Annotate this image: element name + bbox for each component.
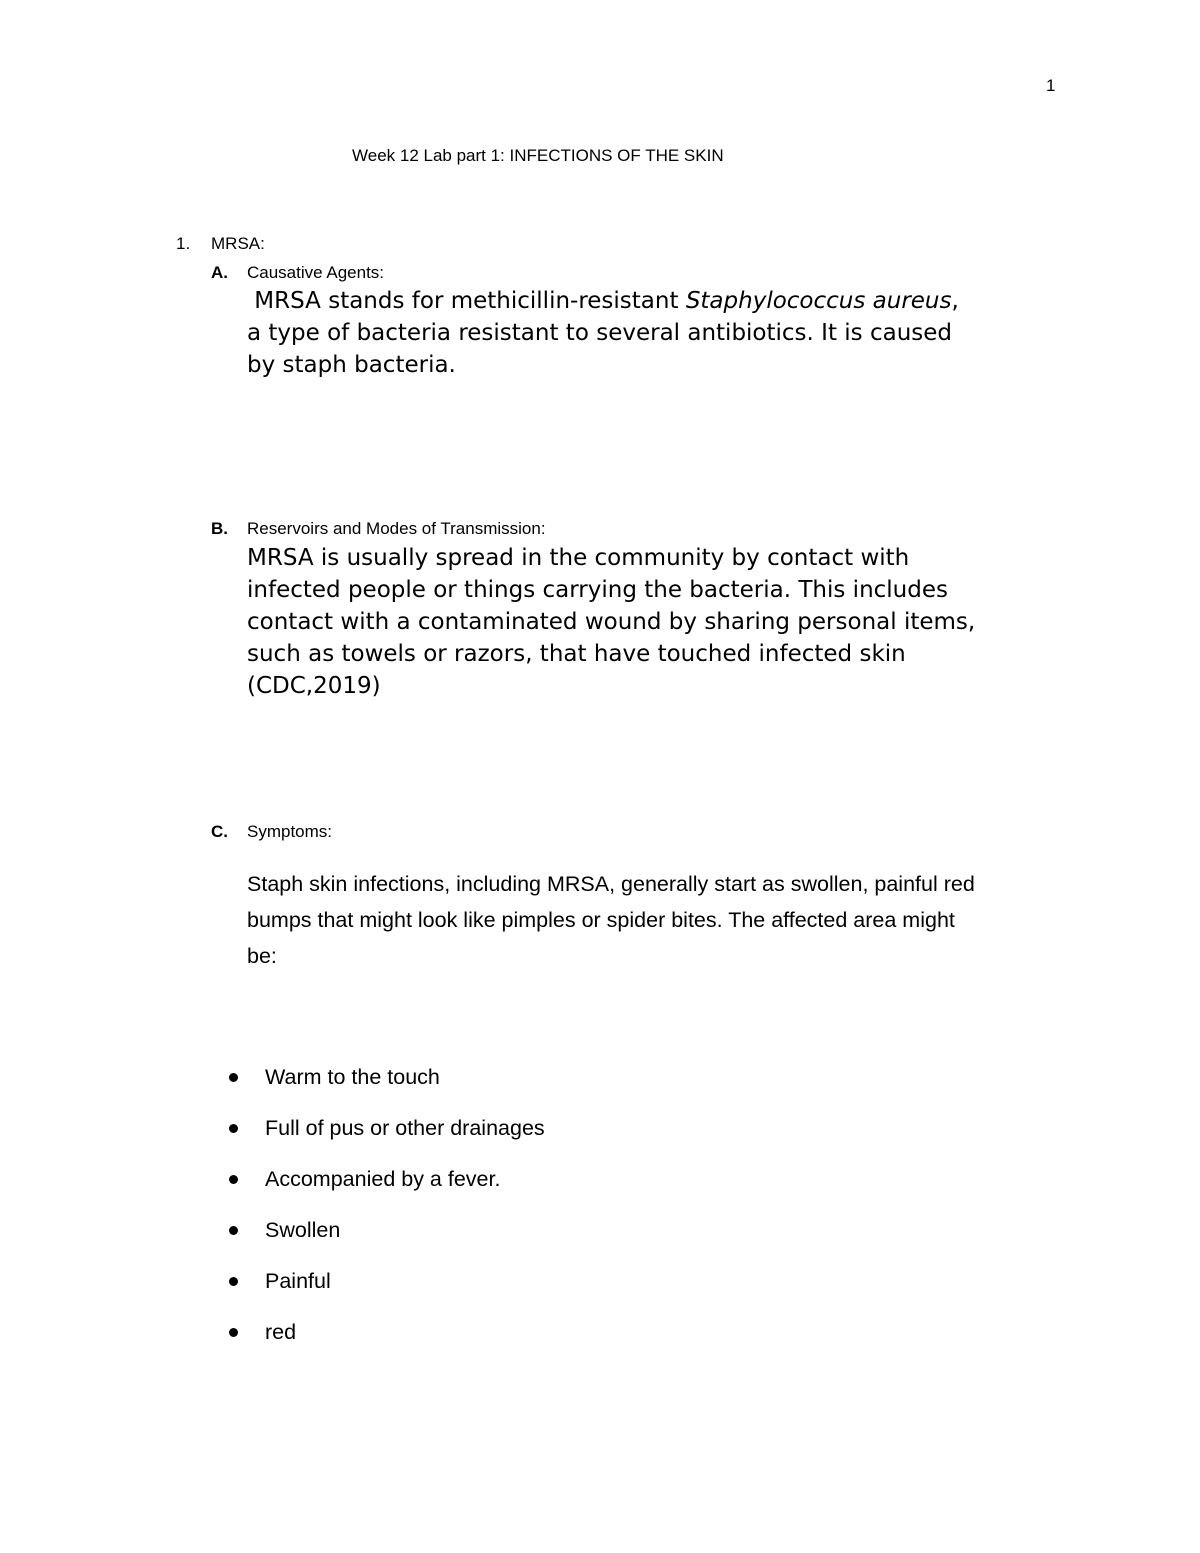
page-number: 1 [1046, 76, 1056, 95]
item-heading-symptoms: Symptoms: [247, 822, 333, 841]
reservoirs-line-5: (CDC,2019) [247, 673, 381, 699]
symptoms-line-1: Staph skin infections, including MRSA, generally start as swollen, painful red [247, 872, 975, 896]
list-item: Warm to the touch [265, 1065, 440, 1089]
bullet-dot-icon [229, 1226, 238, 1235]
page-title: Week 12 Lab part 1: INFECTIONS OF THE SKIN [352, 146, 724, 165]
item-letter-c: C. [211, 822, 228, 841]
reservoirs-line-3: contact with a contaminated wound by sharing personal items, [247, 609, 976, 635]
symptoms-line-2: bumps that might look like pimples or spider bites. The affected area might [247, 908, 955, 932]
reservoirs-line-2: infected people or things carrying the bacteria. This includes [247, 577, 948, 603]
item-heading-causative-agents: Causative Agents: [247, 263, 385, 282]
bullet-dot-icon [229, 1073, 238, 1082]
list-item: Accompanied by a fever. [265, 1167, 501, 1191]
list-item: Full of pus or other drainages [265, 1116, 545, 1140]
symptoms-line-3: be: [247, 944, 277, 968]
causative-line-1-comma: , [951, 288, 959, 314]
reservoirs-line-1: MRSA is usually spread in the community by contact with [247, 545, 910, 571]
bullet-dot-icon [229, 1277, 238, 1286]
item-letter-b: B. [211, 519, 228, 538]
causative-line-1 [247, 285, 959, 317]
list-item: Swollen [265, 1218, 341, 1242]
bullet-dot-icon [229, 1124, 238, 1133]
section-number: 1. [176, 234, 191, 253]
causative-species-name: Staphylococcus aureus [685, 288, 952, 314]
list-item: red [265, 1320, 297, 1344]
item-heading-reservoirs: Reservoirs and Modes of Transmission: [247, 519, 546, 538]
item-letter-a: A. [211, 263, 228, 282]
causative-line-2: a type of bacteria resistant to several antibiotics. It is caused [247, 320, 953, 346]
causative-line-1-text: MRSA stands for methicillin-resistant [247, 288, 686, 314]
bullet-dot-icon [229, 1328, 238, 1337]
list-item: Painful [265, 1269, 331, 1293]
reservoirs-line-4: such as towels or razors, that have touched infected skin [247, 641, 906, 667]
bullet-dot-icon [229, 1175, 238, 1184]
causative-line-3: by staph bacteria. [247, 352, 456, 378]
section-label: MRSA: [211, 234, 265, 253]
